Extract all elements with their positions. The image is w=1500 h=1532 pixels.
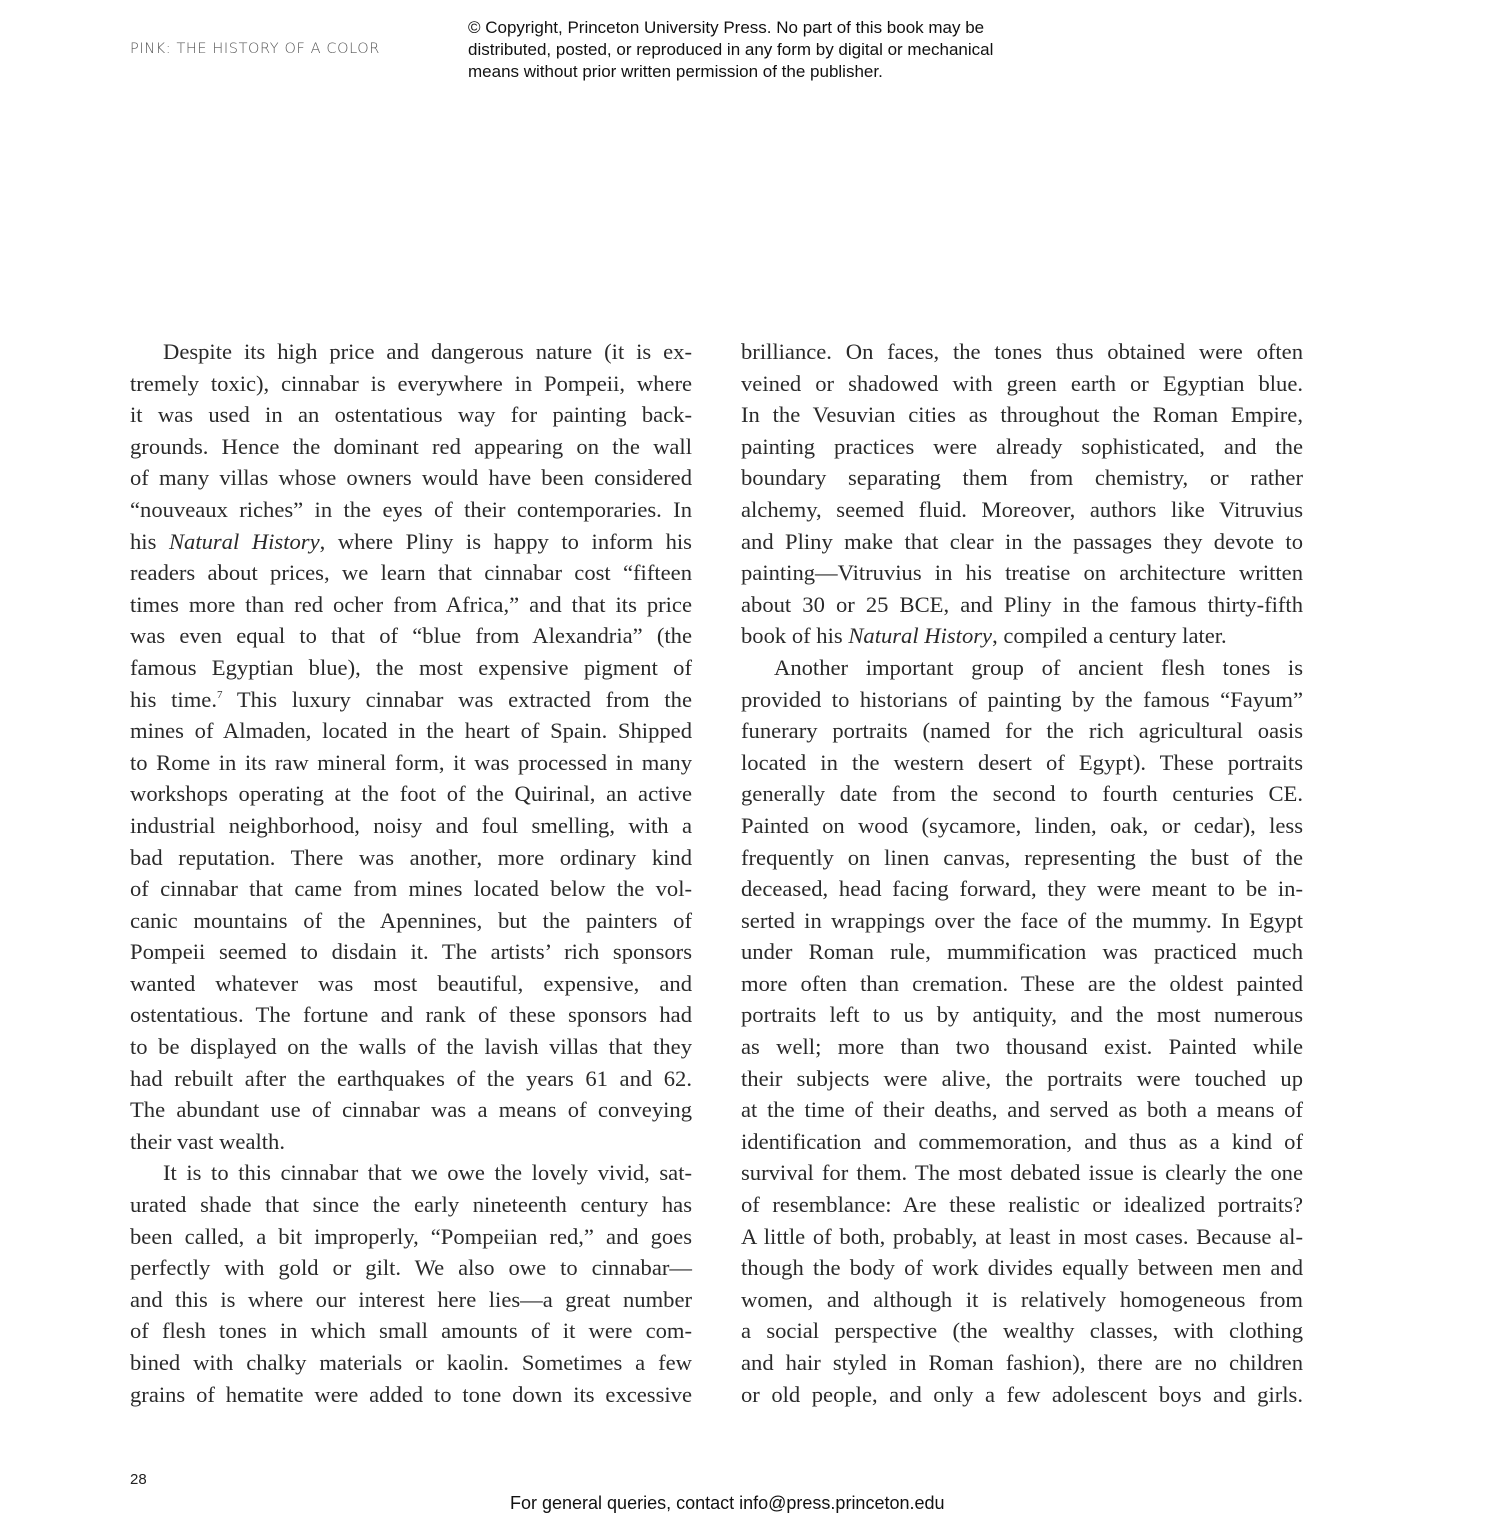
- paragraph-line: perfectly with gold or gilt. We also owe to cinnabar—: [130, 1255, 692, 1281]
- paragraph-line: times more than red ocher from Africa,” and that its price: [130, 591, 692, 617]
- paragraph-line: canic mountains of the Apennines, but the painters of: [130, 907, 692, 933]
- book-title-italic: Natural History: [848, 623, 993, 649]
- paragraph-line: to be displayed on the walls of the lavish villas that they: [130, 1034, 692, 1060]
- paragraph-line: mines of Almaden, located in the heart of Spain. Shipped: [130, 718, 692, 744]
- paragraph-line: survival for them. The most debated issue is clearly the one: [741, 1160, 1303, 1186]
- paragraph-line: ostentatious. The fortune and rank of these sponsors had: [130, 1002, 692, 1028]
- paragraph-line: serted in wrappings over the face of the mummy. In Egypt: [741, 907, 1303, 933]
- line-text: , where Pliny is happy to inform his: [319, 528, 692, 554]
- running-head: PINK: THE HISTORY OF A COLOR: [130, 41, 380, 57]
- paragraph-line: grounds. Hence the dominant red appearing on the wall: [130, 433, 692, 459]
- paragraph-line: been called, a bit improperly, “Pompeiian red,” and goes: [130, 1223, 692, 1249]
- paragraph-line: The abundant use of cinnabar was a means of conveying: [130, 1097, 692, 1123]
- line-text: , compiled a century later.: [992, 623, 1227, 649]
- paragraph-line: their vast wealth.: [130, 1128, 285, 1154]
- paragraph-line: Despite its high price and dangerous nature (it is ex-: [163, 339, 692, 364]
- paragraph-line: In the Vesuvian cities as throughout the Roman Empire,: [741, 402, 1303, 428]
- paragraph-line: and this is where our interest here lies—a great number: [130, 1286, 692, 1312]
- paragraph-line: brilliance. On faces, the tones thus obtained were often: [741, 339, 1303, 364]
- copyright-line: distributed, posted, or reproduced in any form by digital or mechanical: [468, 40, 994, 59]
- paragraph-line: painting practices were already sophisticated, and the: [741, 433, 1303, 459]
- right-text-column: [741, 336, 1303, 1410]
- paragraph-line: it was used in an ostentatious way for painting back-: [130, 402, 692, 428]
- paragraph-line: workshops operating at the foot of the Quirinal, an active: [130, 781, 692, 807]
- paragraph-line: bad reputation. There was another, more ordinary kind: [130, 844, 692, 870]
- paragraph-line: funerary portraits (named for the rich agricultural oasis: [741, 718, 1303, 744]
- paragraph-line: and hair styled in Roman fashion), there are no children: [741, 1350, 1303, 1375]
- paragraph-line: located in the western desert of Egypt). These portraits: [741, 749, 1303, 775]
- paragraph-line: though the body of work divides equally between men and: [741, 1255, 1303, 1281]
- paragraph-line: provided to historians of painting by the famous “Fayum”: [741, 686, 1303, 712]
- paragraph-line: their subjects were alive, the portraits were touched up: [741, 1065, 1303, 1091]
- paragraph-line: more often than cremation. These are the oldest painted: [741, 970, 1303, 996]
- paragraph-line: “nouveaux riches” in the eyes of their contemporaries. In: [130, 496, 692, 522]
- paragraph-line: Pompeii seemed to disdain it. The artists’ rich sponsors: [130, 939, 692, 965]
- paragraph-line: had rebuilt after the earthquakes of the years 61 and 62.: [130, 1065, 692, 1091]
- paragraph-line: bined with chalky materials or kaolin. Sometimes a few: [130, 1350, 692, 1375]
- paragraph-line: about 30 or 25 BCE, and Pliny in the famous thirty-fifth: [741, 591, 1303, 617]
- paragraph-line: of many villas whose owners would have been considered: [130, 465, 692, 491]
- paragraph-line: grains of hematite were added to tone down its excessive: [130, 1381, 692, 1407]
- paragraph-line: of resemblance: Are these realistic or idealized portraits?: [741, 1192, 1303, 1218]
- paragraph-line: urated shade that since the early nineteenth century has: [130, 1192, 692, 1218]
- paragraph-line: a social perspective (the wealthy classes, with clothing: [741, 1318, 1303, 1344]
- paragraph-line: of flesh tones in which small amounts of it were com-: [130, 1318, 692, 1344]
- paragraph-line: [741, 620, 1303, 652]
- paragraph-line: frequently on linen canvas, representing the bust of the: [741, 844, 1303, 870]
- paragraph-line: to Rome in its raw mineral form, it was processed in many: [130, 749, 692, 775]
- paragraph-line: Another important group of ancient flesh tones is: [774, 654, 1303, 680]
- paragraph-line: under Roman rule, mummification was practiced much: [741, 939, 1303, 965]
- paragraph-line: boundary separating them from chemistry, or rather: [741, 465, 1303, 491]
- paragraph-line: as well; more than two thousand exist. Painted while: [741, 1034, 1303, 1060]
- paragraph-line: generally date from the second to fourth centuries CE.: [741, 781, 1303, 807]
- footnote-marker[interactable]: 7: [216, 688, 223, 701]
- paragraph-line: and Pliny make that clear in the passages they devote to: [741, 528, 1303, 554]
- paragraph-line: veined or shadowed with green earth or Egyptian blue.: [741, 370, 1303, 396]
- paragraph-line: [130, 526, 692, 558]
- paragraph-line: painting—Vitruvius in his treatise on architecture written: [741, 560, 1303, 586]
- paragraph-line: industrial neighborhood, noisy and foul smelling, with a: [130, 812, 692, 838]
- paragraph-line: was even equal to that of “blue from Alexandria” (the: [130, 623, 692, 649]
- paragraph-line: deceased, head facing forward, they were meant to be in-: [741, 876, 1303, 902]
- paragraph-line: famous Egyptian blue), the most expensive pigment of: [130, 654, 692, 680]
- copyright-line: © Copyright, Princeton University Press. No part of this book may be: [468, 18, 985, 37]
- paragraph-line: at the time of their deaths, and served as both a means of: [741, 1097, 1303, 1123]
- paragraph-line: readers about prices, we learn that cinnabar cost “fifteen: [130, 560, 692, 586]
- book-title-italic: Natural History: [168, 528, 320, 554]
- paragraph-line: portraits left to us by antiquity, and the most numerous: [741, 1002, 1303, 1028]
- left-text-column: [130, 336, 692, 1410]
- paragraph-line: [130, 684, 692, 716]
- paragraph-line: It is to this cinnabar that we owe the lovely vivid, sat-: [163, 1160, 692, 1186]
- paragraph-line: identification and commemoration, and thus as a kind of: [741, 1128, 1303, 1154]
- paragraph-line: alchemy, seemed fluid. Moreover, authors like Vitruvius: [741, 496, 1303, 522]
- line-text: This luxury cinnabar was extracted from the: [222, 686, 692, 712]
- paragraph-line: Painted on wood (sycamore, linden, oak, or cedar), less: [741, 812, 1303, 838]
- line-text: his: [130, 528, 169, 554]
- paragraph-line: A little of both, probably, at least in most cases. Because al-: [741, 1223, 1303, 1249]
- paragraph-line: women, and although it is relatively homogeneous from: [741, 1286, 1303, 1312]
- line-text: book of his: [741, 623, 849, 649]
- paragraph-line: tremely toxic), cinnabar is everywhere in Pompeii, where: [130, 370, 692, 396]
- paragraph-line: of cinnabar that came from mines located below the vol-: [130, 876, 692, 902]
- paragraph-line: wanted whatever was most beautiful, expensive, and: [130, 970, 692, 996]
- line-text: his time.: [130, 686, 217, 712]
- copyright-line: means without prior written permission of the publisher.: [468, 62, 883, 81]
- copyright-notice: [468, 17, 1048, 83]
- footer-contact: For general queries, contact info@press.princeton.edu: [510, 1493, 945, 1513]
- page-number: 28: [130, 1471, 147, 1488]
- paragraph-line: or old people, and only a few adolescent boys and girls.: [741, 1381, 1303, 1407]
